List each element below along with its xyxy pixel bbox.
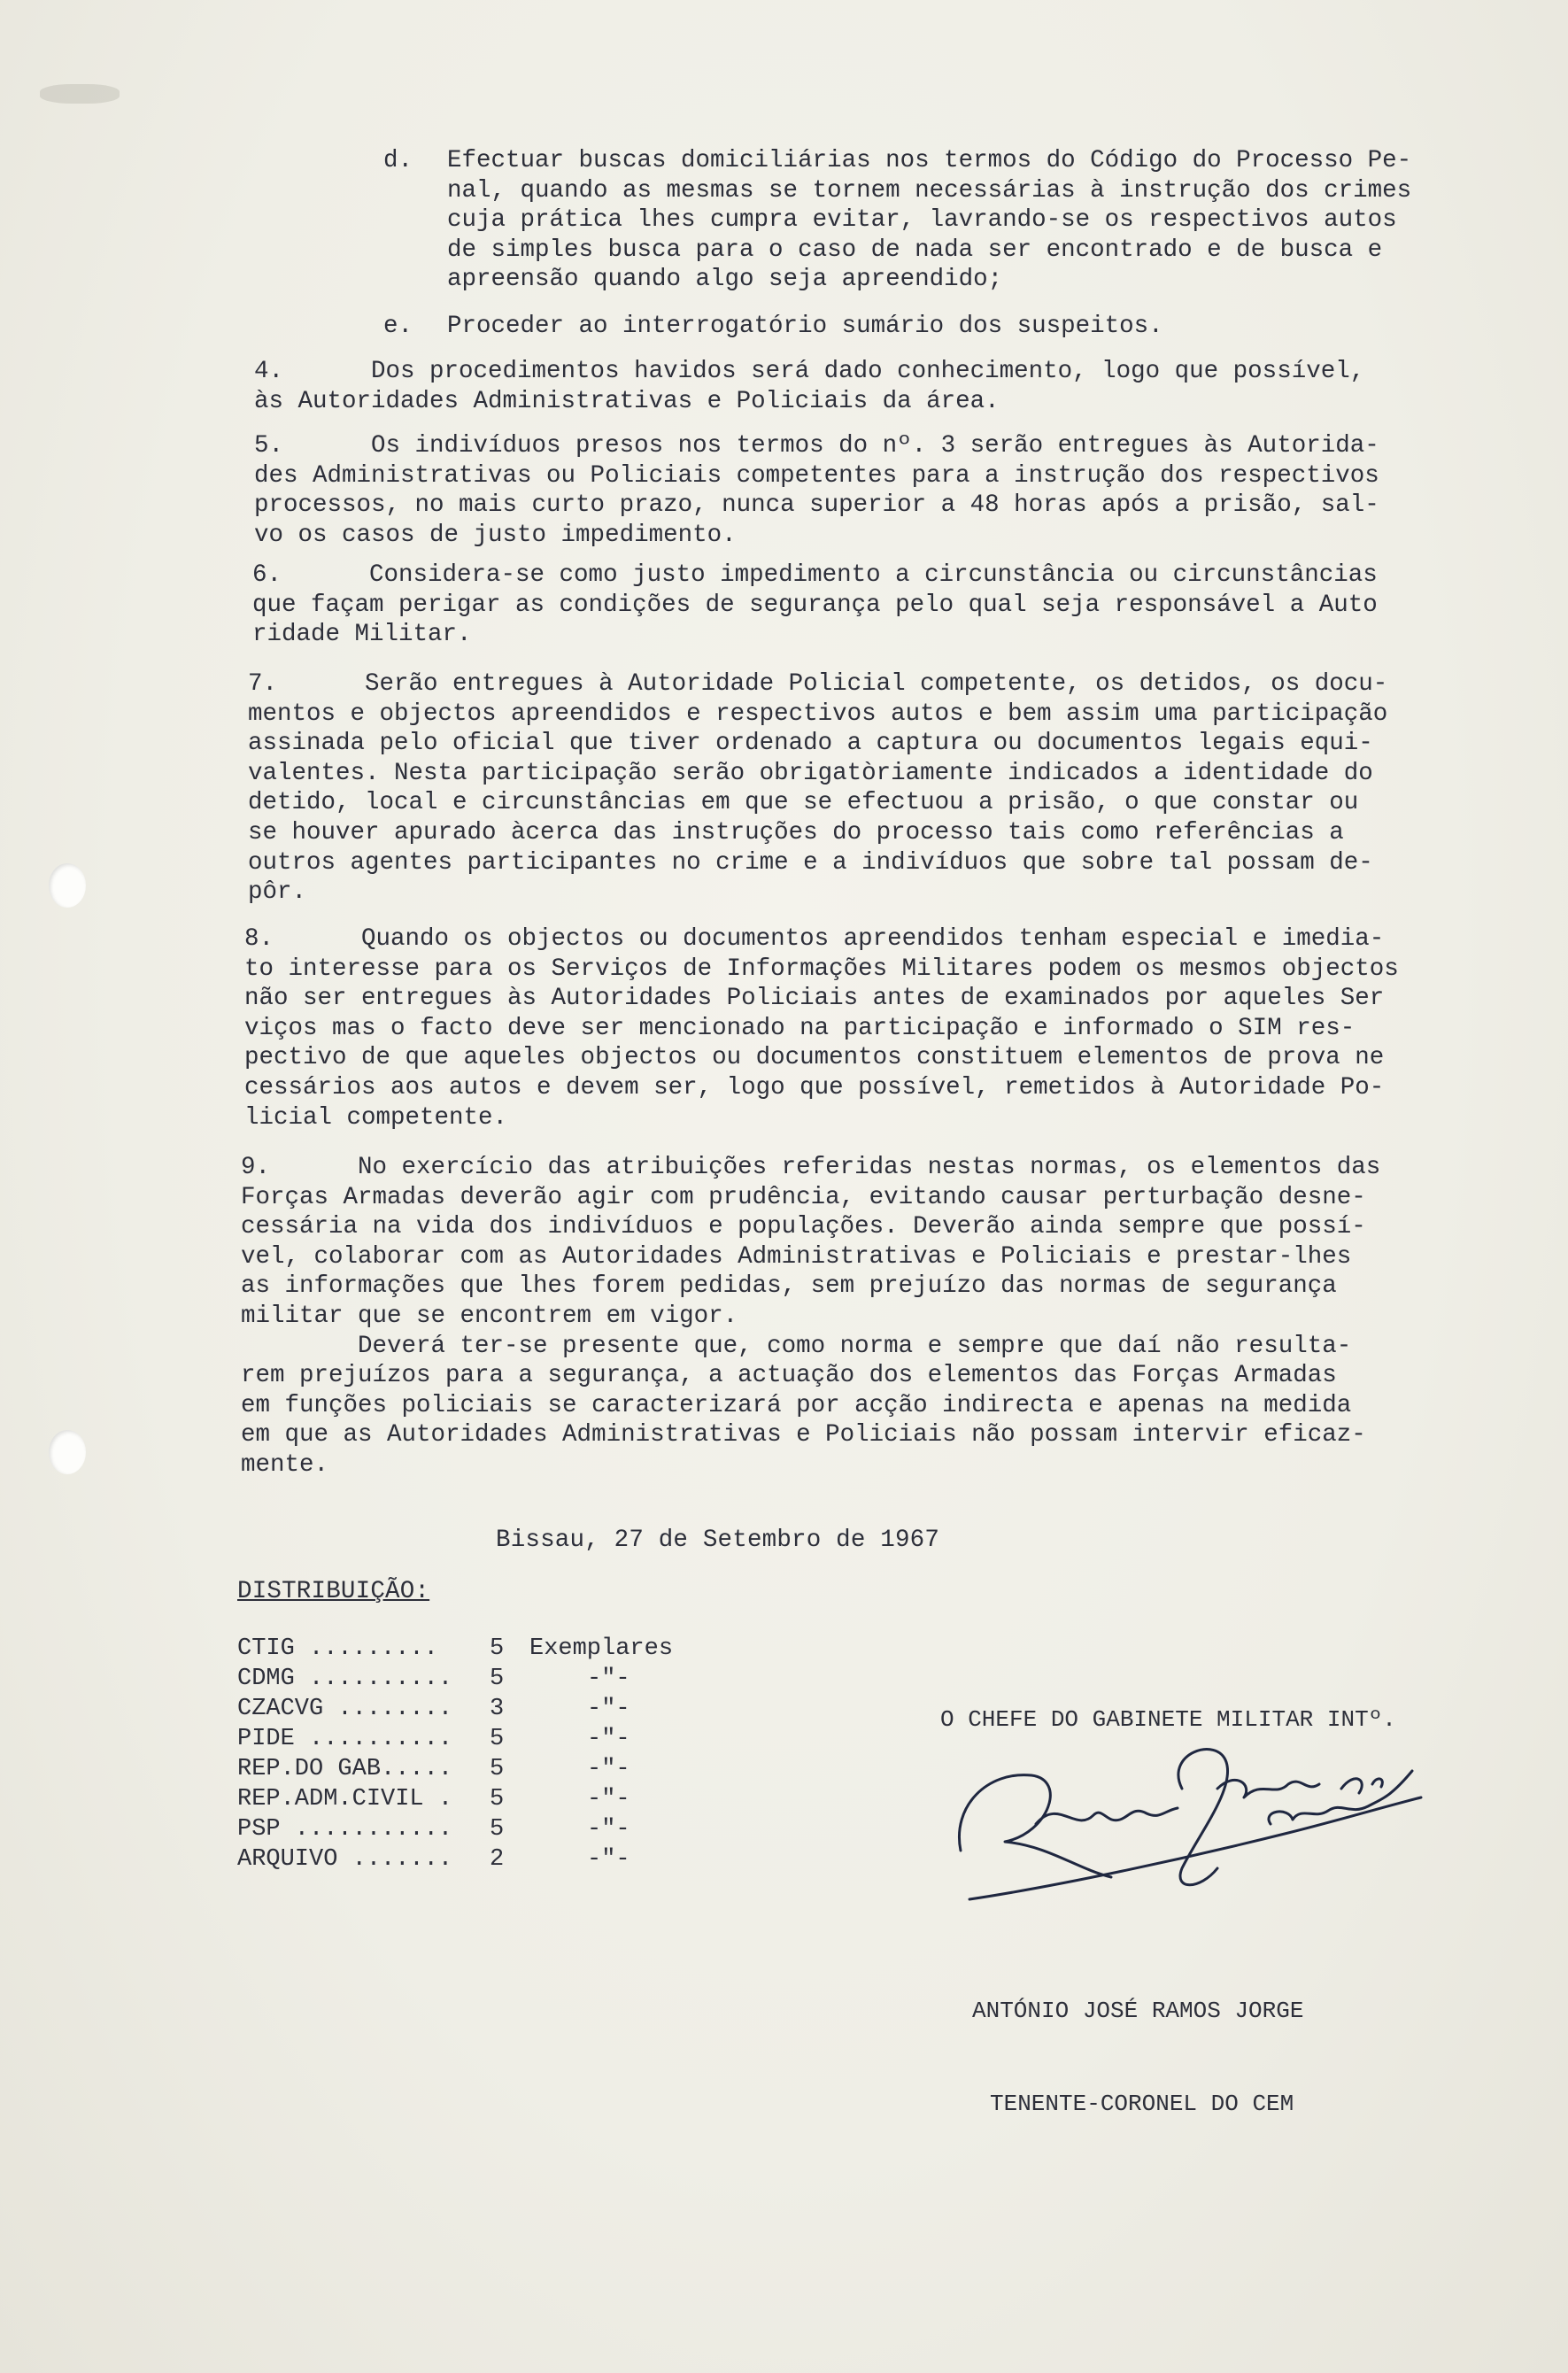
punch-hole-bottom bbox=[49, 1430, 86, 1474]
distribution-label: PSP ........... bbox=[237, 1816, 453, 1843]
distribution-count: 5 bbox=[490, 1756, 505, 1782]
paragraph-line: licial competente. bbox=[244, 1103, 508, 1132]
item-d-line: de simples busca para o caso de nada ser encontrado e de busca e bbox=[447, 236, 1383, 264]
paragraph-line: cessários aos autos e devem ser, logo que possível, remetidos à Autoridade Po- bbox=[244, 1073, 1385, 1101]
distribution-label: CTIG ......... bbox=[237, 1635, 438, 1662]
distribution-unit: -"- bbox=[587, 1726, 630, 1752]
paragraph-line: ridade Militar. bbox=[252, 621, 472, 649]
paragraph-line: 7. Serão entregues à Autoridade Policial competente, os detidos, os docu- bbox=[248, 670, 1388, 698]
item-e bbox=[383, 312, 1163, 342]
item-e-marker: e. bbox=[383, 313, 413, 340]
paragraph-line: pôr. bbox=[248, 878, 307, 907]
distribution-row bbox=[237, 1634, 746, 1664]
paragraph-9 bbox=[241, 1153, 1380, 1480]
paragraph-line: não ser entregues às Autoridades Policiais antes de examinados por aqueles Ser bbox=[244, 985, 1385, 1013]
distribution-row bbox=[237, 1724, 746, 1754]
paper-smudge bbox=[40, 84, 120, 104]
paragraph-line: processos, no mais curto prazo, nunca superior a 48 horas após a prisão, sal- bbox=[254, 491, 1379, 520]
paragraph-line: cessária na vida dos indivíduos e populações. Deverão ainda sempre que possí- bbox=[241, 1213, 1366, 1241]
paragraph-line: viços mas o facto deve ser mencionado na participação e informado o SIM res- bbox=[244, 1014, 1356, 1042]
distribution-count: 5 bbox=[490, 1786, 505, 1813]
paragraph-line: mentos e objectos apreendidos e respectivos autos e bem assim uma participação bbox=[248, 700, 1388, 728]
distribution-label: CDMG .......... bbox=[237, 1666, 453, 1692]
distribution-count: 5 bbox=[490, 1726, 505, 1752]
item-d-line: nal, quando as mesmas se tornem necessárias à instrução dos crimes bbox=[447, 176, 1412, 205]
distribution-label: ARQUIVO ....... bbox=[237, 1846, 453, 1873]
paragraph-line: se houver apurado àcerca das instruções do processo tais como referências a bbox=[248, 818, 1344, 846]
paragraph-5 bbox=[254, 431, 1379, 550]
distribution-unit: -"- bbox=[587, 1846, 630, 1873]
paragraph-line: to interesse para os Serviços de Informações Militares podem os mesmos objectos bbox=[244, 955, 1399, 983]
paragraph-line: des Administrativas ou Policiais competentes para a instrução dos respectivos bbox=[254, 461, 1379, 490]
distribution-unit: -"- bbox=[587, 1666, 630, 1692]
distribution-heading: DISTRIBUIÇÃO: bbox=[237, 1578, 430, 1605]
item-d-line: cuja prática lhes cumpra evitar, lavrando-se os respectivos autos bbox=[447, 206, 1397, 235]
paragraph-line: que façam perigar as condições de segurança pelo qual seja responsável a Auto bbox=[252, 591, 1378, 619]
paragraph-line: vo os casos de justo impedimento. bbox=[254, 521, 737, 549]
distribution-unit: -"- bbox=[587, 1696, 630, 1722]
distribution-count: 5 bbox=[490, 1816, 505, 1843]
distribution-unit: -"- bbox=[587, 1816, 630, 1843]
distribution-label: REP.DO GAB..... bbox=[237, 1756, 453, 1782]
distribution-unit: Exemplares bbox=[529, 1635, 674, 1662]
paragraph-line: mente. bbox=[241, 1450, 329, 1479]
paragraph-line: rem prejuízos para a segurança, a actuação dos elementos das Forças Armadas bbox=[241, 1362, 1337, 1390]
distribution-row bbox=[237, 1694, 746, 1724]
paragraph-line: militar que se encontrem em vigor. bbox=[241, 1302, 738, 1330]
distribution-row bbox=[237, 1784, 746, 1814]
punch-hole-top bbox=[49, 863, 86, 908]
paragraph-line: pectivo de que aqueles objectos ou documentos constituem elementos de prova ne bbox=[244, 1044, 1385, 1072]
signatory-name: ANTÓNIO JOSÉ RAMOS JORGE bbox=[972, 1998, 1304, 2024]
distribution-label: PIDE .......... bbox=[237, 1726, 453, 1752]
item-d-line: Efectuar buscas domiciliárias nos termos do Código do Processo Pe- bbox=[447, 147, 1412, 174]
paragraph-line: valentes. Nesta participação serão obrigatòriamente indicados a identidade do bbox=[248, 759, 1373, 787]
paragraph-line: em que as Autoridades Administrativas e Policiais não possam intervir eficaz- bbox=[241, 1421, 1366, 1449]
paragraph-line: outros agentes participantes no crime e a indivíduos que sobre tal possam de- bbox=[248, 848, 1373, 877]
signatory-rank: TENENTE-CORONEL DO CEM bbox=[990, 2091, 1294, 2117]
paragraph-7 bbox=[248, 669, 1387, 908]
paragraph-line: em funções policiais se caracterizará por acção indirecta e apenas na medida bbox=[241, 1391, 1352, 1419]
item-d-line: apreensão quando algo seja apreendido; bbox=[447, 266, 1003, 294]
distribution-unit: -"- bbox=[587, 1756, 630, 1782]
paragraph-line: 6. Considera-se como justo impedimento a circunstância ou circunstâncias bbox=[252, 561, 1378, 589]
distribution-count: 5 bbox=[490, 1635, 505, 1662]
item-d-marker: d. bbox=[383, 147, 413, 174]
date-line: Bissau, 27 de Setembro de 1967 bbox=[496, 1527, 940, 1554]
paragraph-line: vel, colaborar com as Autoridades Administrativas e Policiais e prestar-lhes bbox=[241, 1242, 1352, 1271]
paragraph-line: 8. Quando os objectos ou documentos apreendidos tenham especial e imedia- bbox=[244, 925, 1385, 953]
distribution-row bbox=[237, 1844, 746, 1874]
paragraph-line: detido, local e circunstâncias em que se efectuou a prisão, o que constar ou bbox=[248, 789, 1359, 817]
paragraph-line: Forças Armadas deverão agir com prudência, evitando causar perturbação desne- bbox=[241, 1183, 1366, 1211]
distribution-row bbox=[237, 1754, 746, 1784]
paragraph-line: 5. Os indivíduos presos nos termos do nº. 3 serão entregues às Autorida- bbox=[254, 432, 1379, 460]
paragraph-line: 9. No exercício das atribuições referidas nestas normas, os elementos das bbox=[241, 1154, 1381, 1181]
item-e-text: Proceder ao interrogatório sumário dos suspeitos. bbox=[447, 313, 1163, 340]
handwritten-signature bbox=[952, 1735, 1430, 1904]
paragraph-4 bbox=[254, 357, 1364, 416]
distribution-row bbox=[237, 1664, 746, 1694]
distribution-label: CZACVG ........ bbox=[237, 1696, 453, 1722]
item-d bbox=[383, 146, 1412, 295]
paragraph-line: Deverá ter-se presente que, como norma e sempre que daí não resulta- bbox=[241, 1332, 1352, 1360]
paragraph-line: 4. Dos procedimentos havidos será dado conhecimento, logo que possível, bbox=[254, 358, 1365, 385]
distribution-label: REP.ADM.CIVIL . bbox=[237, 1786, 453, 1813]
distribution-count: 2 bbox=[490, 1846, 505, 1873]
paragraph-line: as informações que lhes forem pedidas, sem prejuízo das normas de segurança bbox=[241, 1272, 1337, 1301]
paragraph-line: assinada pelo oficial que tiver ordenado a captura ou documentos legais equi- bbox=[248, 730, 1373, 758]
distribution-count: 5 bbox=[490, 1666, 505, 1692]
distribution-list bbox=[237, 1634, 746, 1874]
signatory-block bbox=[972, 1934, 1303, 2182]
paragraph-8 bbox=[244, 924, 1399, 1132]
paragraph-line: às Autoridades Administrativas e Policiais da área. bbox=[254, 387, 1000, 415]
signatory-title: O CHEFE DO GABINETE MILITAR INTº. bbox=[940, 1706, 1396, 1733]
distribution-unit: -"- bbox=[587, 1786, 630, 1813]
distribution-row bbox=[237, 1814, 746, 1844]
paragraph-6 bbox=[252, 560, 1378, 650]
distribution-count: 3 bbox=[490, 1696, 505, 1722]
